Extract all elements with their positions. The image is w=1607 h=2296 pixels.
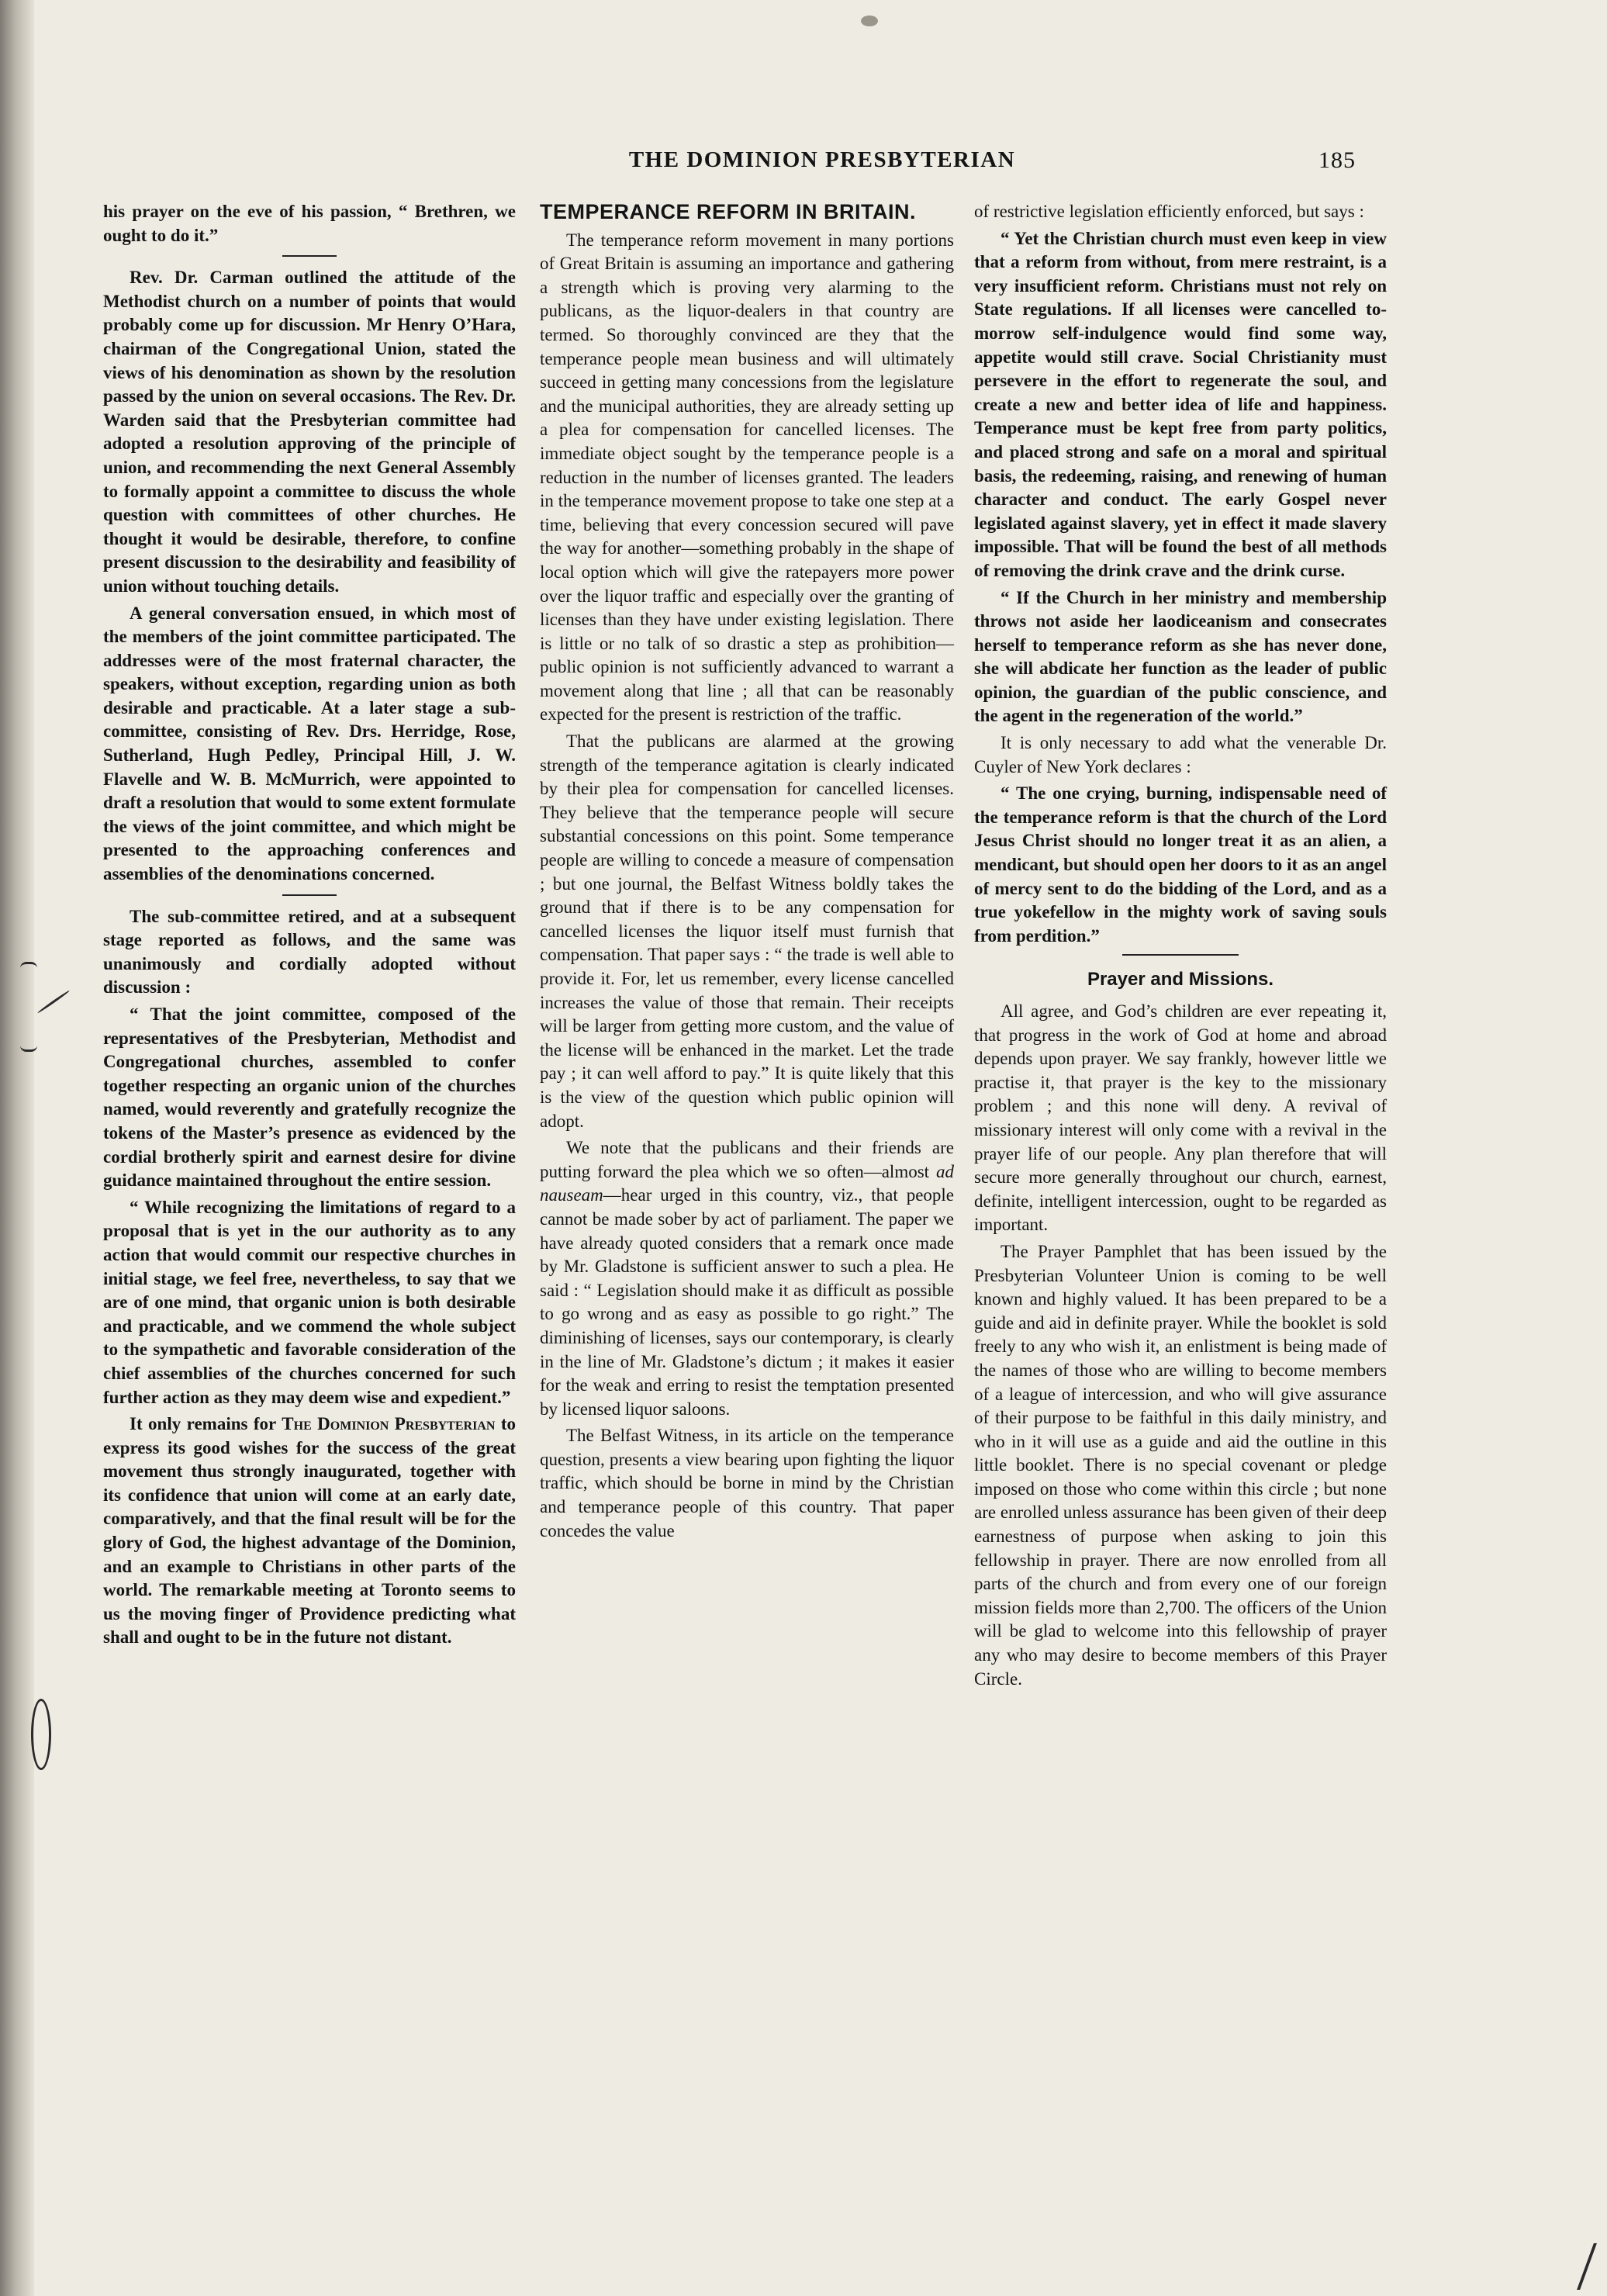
paragraph-rest: —hear urged in this country, viz., that people cannot be made sober by act of parliament. The paper we have already quoted considers that a remark once made by Mr. Gladstone is sufficient answer to such a plea. He said : “ Legislation should make it as difficult as possible to go wrong and as easy as possible to go right.” The diminishing of licenses, says our contemporary, is clearly in the line of Mr. Gladstone’s dictum ; it makes it easier for the weak and erring to resist the temptation presented by licensed liquor saloons. bbox=[540, 1185, 954, 1419]
paragraph bbox=[540, 1136, 954, 1421]
paragraph: The sub-committee retired, and at a subsequent stage reported as follows, and the same was unanimously and cordially adopted without discussion : bbox=[103, 906, 516, 998]
paragraph: The Prayer Pamphlet that has been issued by the Presbyterian Volunteer Union is coming to be well known and highly valued. It has been prepared to be a guide and aid in definite prayer. While the booklet is sold freely to any who wish it, an enlistment is being made of the names of those who are willing to become members of a league of intercession, and who will give assurance of their purpose to be faithful in this daily ministry, and who in it will use as a guide and aid the outline in this little booklet. There is no special covenant or pledge imposed on those who come within this circle ; but none are enrolled unless assurance has been given of their deep earnestness of purpose when asking to join this fellowship in prayer. There are now enrolled from all parts of the church and from every one of our foreign mission fields more than 2,700. The officers of the Union will be glad to welcome into this fellowship of prayer any who may desire to become members of this Prayer Circle. bbox=[974, 1241, 1387, 1689]
page-number: 185 bbox=[1318, 147, 1356, 173]
paragraph: of restrictive legislation efficiently enforced, but says : bbox=[974, 202, 1364, 221]
corner-pencil-mark bbox=[1553, 2243, 1597, 2290]
paragraph-rest: to express its good wishes for the success of the great movement thus strongly inaugurated, together with its confidence that union will come at an early date, comparatively, and that the final result will be for the glory of God, the highest advantage of the Dominion, and an example to Christians in other parts of the world. The remarkable meeting at Toronto seems to us the moving finger of Providence predicting what shall and ought to be in the future not distant. bbox=[103, 1414, 517, 1648]
paragraph: The Belfast Witness, in its article on the temperance question, presents a view bearing upon fighting the liquor traffic, which should be borne in mind by the Christian and temperance people of this country. That paper concedes the value bbox=[540, 1426, 954, 1540]
binding-edge bbox=[0, 0, 34, 2296]
article-heading: Prayer and Missions. bbox=[1087, 969, 1274, 991]
paragraph: All agree, and God’s children are ever repeating it, that progress in the work of God at home and abroad depends upon prayer. We say frankly, however little we practise it, that prayer is the key to the missionary problem ; and this none will deny. A revival of missionary interest will only come with a revival in the prayer life of our people. Any plan therefore that will secure more generally throughout our church, earnest, definite, intelligent intercession, ought to be regarded as important. bbox=[974, 1001, 1387, 1235]
quotation-paragraph: “ The one crying, burning, indispensable need of the temperance reform is that the church of the Lord Jesus Christ should no longer treat it as an alien, a mendicant, but should open her doors to it as an angel of mercy sent to do the bidding of the Lord, and as a true yokefellow in the mighty work of saving souls from perdition.” bbox=[974, 783, 1387, 946]
running-header bbox=[0, 147, 1607, 186]
column-right bbox=[974, 200, 1387, 1694]
paragraph: “ While recognizing the limitations of regard to a proposal that is yet in the our authority as to any action that would commit our respective churches in initial stage, we feel free, nevertheless, to say that we are of one mind, that organic union is both desirable and practicable, and we commend the whole subject to the sympathetic and favorable consideration of the chief assemblies of the churches concerned for such further action as they may deem wise and expedient.” bbox=[103, 1197, 516, 1407]
publication-name: The Dominion Presbyterian bbox=[282, 1414, 496, 1434]
separator-rule bbox=[1122, 954, 1239, 956]
article-heading: TEMPERANCE REFORM IN BRITAIN. bbox=[540, 200, 916, 223]
paragraph: “ That the joint committee, composed of the representatives of the Presbyterian, Methodist and Congregational churches, assembled to confer together respecting an organic union of the churches named, would reverently and gratefully recognize the tokens of the Master’s presence as evidenced by the cordial brotherly spirit and earnest desire for divine guidance maintained throughout the entire session. bbox=[103, 1004, 516, 1191]
margin-check-mark bbox=[37, 990, 71, 1014]
italic-phrase: ad nauseam bbox=[540, 1161, 955, 1205]
paragraph: It is only necessary to add what the venerable Dr. Cuyler of New York declares : bbox=[974, 733, 1387, 776]
column-middle bbox=[540, 200, 954, 1546]
ink-smudge bbox=[861, 16, 878, 26]
paragraph bbox=[103, 1413, 516, 1650]
margin-bracket-mark bbox=[20, 962, 37, 1052]
separator-rule bbox=[282, 255, 337, 257]
margin-circle-mark bbox=[31, 1699, 51, 1770]
quotation-paragraph: “ If the Church in her ministry and membership throws not aside her laodiceanism and consecrates herself to temperance reform as she has never done, she will abdicate her function as the leader of public opinion, the guardian of the public conscience, and the agent in the regeneration of the world.” bbox=[974, 587, 1387, 726]
separator-rule bbox=[282, 894, 337, 896]
paragraph: his prayer on the eve of his passion, “ Brethren, we ought to do it.” bbox=[103, 202, 516, 245]
column-left bbox=[103, 200, 516, 1653]
paragraph: The temperance reform movement in many portions of Great Britain is assuming an importance and gathering a strength which is proving very alarming to the publicans, as the liquor-dealers in that country are termed. So thoroughly convinced are they that the temperance people mean business and will ultimately succeed in getting many concessions from the legislature and the municipal authorities, they are already setting up a plea for compensation for cancelled licenses. The immediate object sought by the temperance people is a reduction in the number of licenses granted. The leaders in the temperance movement propose to take one step at a time, believing that every concession secured will pave the way for another—something probably in the shape of local option which will give the ratepayers more power over the liquor traffic and especially over the granting of licenses than they have under existing legislation. There is little or no talk of so drastic a step as prohibition—public opinion is not sufficiently advanced to warrant a movement along that line ; all that can be reasonably expected for the present is restriction of the traffic. bbox=[540, 230, 954, 724]
publication-title: THE DOMINION PRESBYTERIAN bbox=[628, 147, 1016, 172]
paragraph: That the publicans are alarmed at the growing strength of the temperance agitation is clearly indicated by their plea for compensation for cancelled licenses. They believe that the temperance people will secure substantial concessions on this point. Some temperance people are willing to concede a measure of compensation ; but one journal, the Belfast Witness boldly takes the ground that if there is to be any compensation for cancelled licenses the liquor itself must furnish that compensation. That paper says : “ the trade is well able to provide it. For, let us remember, every license cancelled increases the value of those that remain. Their receipts will be larger from getting more custom, and the value of the license will be enhanced in the market. Let the trade pay ; it can well afford to pay.” It is quite likely that this is the view of the question which public opinion will adopt. bbox=[540, 731, 954, 1131]
paragraph: A general conversation ensued, in which most of the members of the joint committee participated. The addresses were of the most fraternal character, the speakers, without exception, regarding union as both desirable and practicable. At a later stage a sub-committee, consisting of Rev. Drs. Herridge, Rose, Sutherland, Hugh Pedley, Principal Hill, J. W. Flavelle and W. B. McMurrich, were appointed to draft a resolution that would to some extent formulate the views of the joint committee, and which might be presented to the approaching conferences and assemblies of the denominations concerned. bbox=[103, 603, 516, 884]
quotation-paragraph: “ Yet the Christian church must even keep in view that a reform from without, from mere restraint, is a very insufficient reform. Christians must not rely on State regulations. If all licenses were cancelled to-morrow self-indulgence would find some way, appetite would still crave. Social Christianity must persevere in the effort to regenerate the soul, and create a new and better idea of life and happiness. Temperance must be kept free from party politics, and placed strong and safe on a moral and spiritual basis, the redeeming, raising, and renewing of human character and conduct. The early Gospel never legislated against slavery, yet in effect it made slavery impossible. That will be found the best of all methods of removing the drink crave and the drink curse. bbox=[974, 228, 1387, 580]
paragraph: Rev. Dr. Carman outlined the attitude of the Methodist church on a number of points that would probably come up for discussion. Mr Henry O’Hara, chairman of the Congregational Union, stated the views of his denomination as shown by the resolution passed by the union on several occasions. The Rev. Dr. Warden said that the Presbyterian committee had adopted a resolution approving of the principle of union, and recommending the next General Assembly to formally appoint a committee to discuss the whole question with committees of other churches. He thought it would be desirable, therefore, to confine present discussion to the desirability and feasibility of union without touching details. bbox=[103, 268, 516, 596]
paragraph-lead: It only remains for bbox=[130, 1414, 276, 1434]
paragraph-lead: We note that the publicans and their friends are putting forward the plea which we so often—almost bbox=[540, 1138, 954, 1181]
